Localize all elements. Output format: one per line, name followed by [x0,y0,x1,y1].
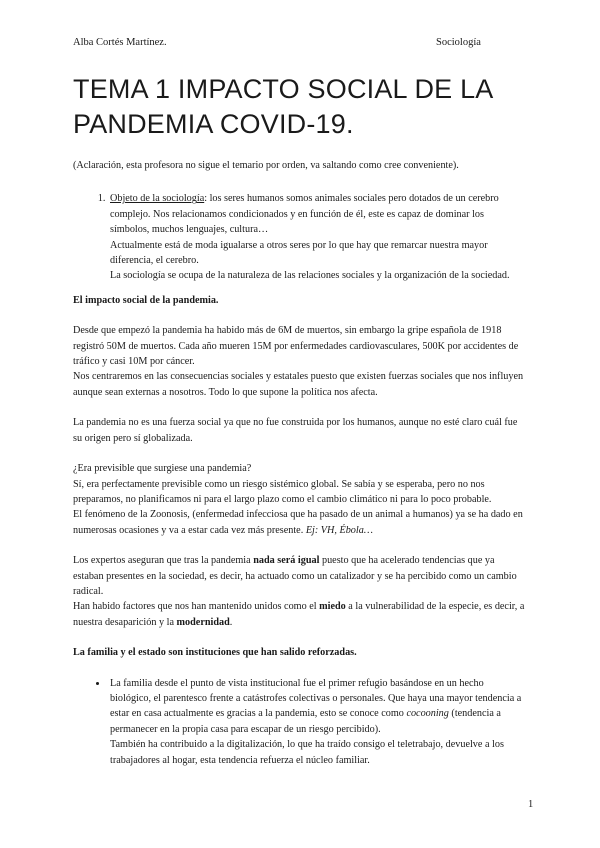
clarification-note: (Aclaración, esta profesora no sigue el temario por orden, va saltando como cree conveniente). [73,160,459,171]
header-author: Alba Cortés Martínez. [73,37,167,48]
objeto-text-2: Actualmente está de moda igualarse a otros seres por lo que hay que remarcar nuestra mayor diferencia, el cerebro. [110,239,488,267]
factores-miedo: miedo [319,601,346,613]
zoonosis-example: Ej: VH, Ébola… [305,524,373,536]
factores-modernidad: modernidad [176,616,230,628]
paragraph-fuerza-social: La pandemia no es una fuerza social ya que no fue construida por los humanos, aunque no esté claro cuál fue su origen pero sí globalizada. [73,417,518,444]
list-item-objeto [108,191,525,283]
paragraph-expertos [73,553,525,599]
expertos-text-a: Los expertos aseguran que tras la pandemia [73,555,254,567]
familia-text-c: También ha contribuido a la digitalización, lo que ha traído consigo el teletrabajo, devuelve a los trabajadores al hogar, esta tendencia refuerza el núcleo familiar. [110,739,504,766]
section-heading-impacto: El impacto social de la pandemia. [73,294,219,306]
page-number: 1 [528,799,534,810]
question-previsible: ¿Era previsible que surgiese una pandemia? [73,463,252,475]
expertos-text-b: puesto que ha acelerado tendencias que ya estaban presentes en la sociedad, es decir, ha actuado como un catalizador y se ha percibido como un cambio radical. [73,555,517,597]
numbered-list [73,191,525,283]
document-body [73,158,525,768]
section-heading-familia: La familia y el estado son instituciones que han salido reforzadas. [73,647,357,659]
paragraph-factores [73,599,525,630]
paragraph-zoonosis [73,507,525,538]
familia-text-b: (tendencia a permanecer en la propia casa para escapar de un riesgo percibido). [110,708,501,735]
familia-cocooning: cocooning [406,708,449,720]
factores-text-a: Han habido factores que nos han mantenido unidos como el [73,601,320,613]
factores-end: . [229,616,233,628]
header-subject: Sociología [436,37,481,48]
paragraph-previsible: Sí, era perfectamente previsible como un riesgo sistémico global. Se sabía y se esperaba, pero no nos preparamos, no planificamos ni para el largo plazo como el cambio climático ni para lo poco probable. [73,478,492,505]
page-title: TEMA 1 IMPACTO SOCIAL DE LA PANDEMIA COVID-19. [73,74,493,139]
objeto-label: Objeto de la sociología [110,193,205,205]
list-item-familia [108,676,525,768]
bullet-list [73,676,525,768]
objeto-text-3: La sociología se ocupa de la naturaleza de las relaciones sociales y la organización de la sociedad. [110,270,510,282]
zoonosis-text: El fenómeno de la Zoonosis, (enfermedad infecciosa que ha pasado de un animal a humanos) ya se ha dado en numerosas ocasiones y va a estar cada vez más presente. [73,509,523,536]
paragraph-muertes: Desde que empezó la pandemia ha habido más de 6M de muertos, sin embargo la gripe española de 1918 registró 50M de muertos. Cada año mueren 15M por enfermedades cardiovasculares, 500K por accidentes de tráfico y casi 10M por cáncer. [73,325,519,368]
familia-text-a: La familia desde el punto de vista institucional fue el primer refugio basándose en un hecho biológico, el parentesco frente a catástrofes colectivas o personales. Que haya una mayor tendencia a estar en casa actualmente es gracias a la pandemia, esto se conoce como [110,677,522,720]
paragraph-consecuencias: Nos centraremos en las consecuencias sociales y estatales puesto que existen fuerzas sociales que nos influyen aunque sean externas a nosotros. Todo lo que supone la política nos afecta. [73,371,524,398]
expertos-bold: nada será igual [253,555,320,567]
factores-text-b: a la vulnerabilidad de la especie, es decir, a nuestra desaparición y la [73,601,525,628]
objeto-text-1: : los seres humanos somos animales sociales pero dotados de un cerebro complejo. Nos relacionamos condicionados y en función de él, este es capaz de dominar los símbolos, muchos lenguajes, cultura… [110,193,499,236]
